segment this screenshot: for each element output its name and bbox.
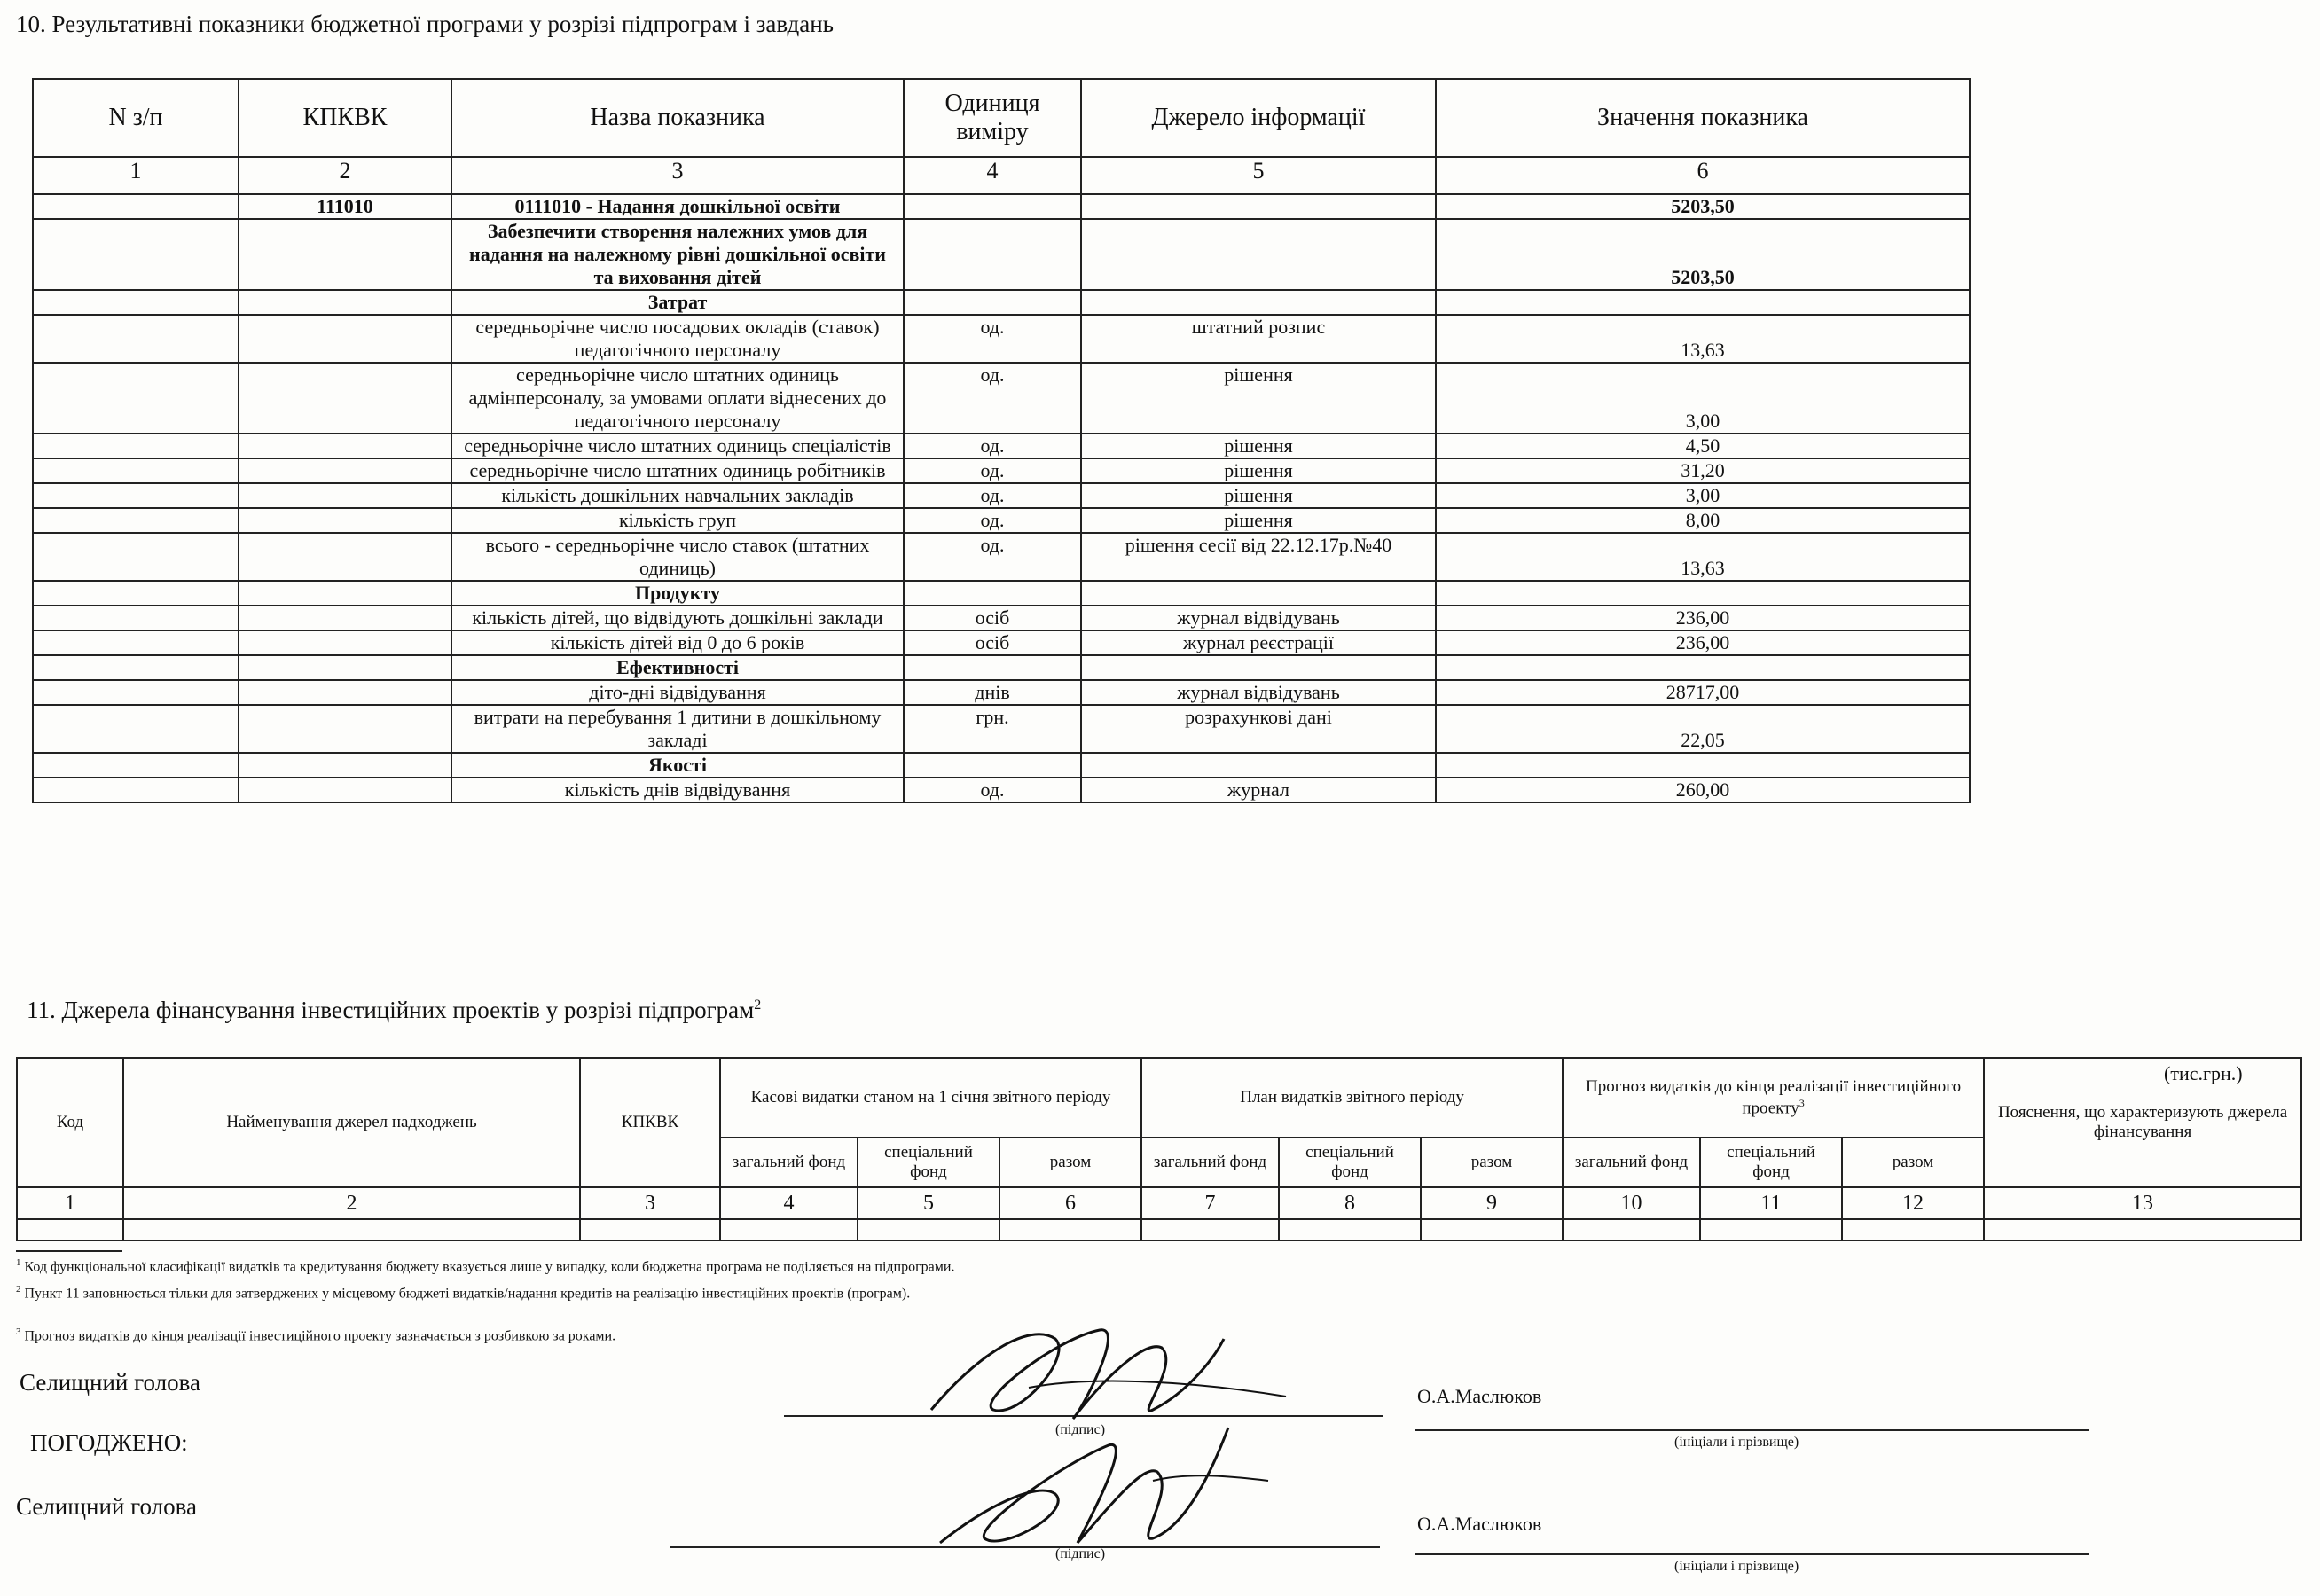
performance-indicators-table bbox=[32, 78, 1971, 803]
col-num: 1 bbox=[33, 157, 239, 194]
indicator-source-cell: журнал bbox=[1081, 778, 1436, 802]
header-indicator-name: Назва показника bbox=[451, 79, 904, 157]
h-general-fund: загальний фонд bbox=[1141, 1138, 1279, 1187]
indicator-value-cell bbox=[1436, 581, 1970, 606]
col-num: 2 bbox=[239, 157, 451, 194]
indicator-source-cell: рішення bbox=[1081, 434, 1436, 458]
indicator-source-cell: журнал відвідувань bbox=[1081, 680, 1436, 705]
col-num: 7 bbox=[1141, 1187, 1279, 1219]
indicator-value-cell: 5203,50 bbox=[1436, 194, 1970, 219]
row-number-cell bbox=[33, 194, 239, 219]
footnote-text: Код функціональної класифікації видатків та кредитування бюджету вказується лише у випадку, коли бюджетна програма не поділяється на підпрограми. bbox=[24, 1259, 955, 1275]
name-caption-2: (ініціали і прізвище) bbox=[1674, 1559, 1799, 1574]
indicator-row bbox=[33, 606, 1970, 630]
indicator-source-cell bbox=[1081, 581, 1436, 606]
indicator-row bbox=[33, 458, 1970, 483]
h-source-name: Найменування джерел надходжень bbox=[123, 1058, 580, 1187]
row-number-cell bbox=[33, 434, 239, 458]
footnote-rule bbox=[16, 1250, 122, 1252]
signature-caption-2: (підпис) bbox=[1055, 1546, 1106, 1561]
indicator-unit-cell: од. bbox=[904, 315, 1081, 363]
indicator-row bbox=[33, 290, 1970, 315]
col-num: 1 bbox=[17, 1187, 123, 1219]
footnote-2 bbox=[16, 1284, 910, 1302]
header-value: Значення показника bbox=[1436, 79, 1970, 157]
row-number-cell bbox=[33, 705, 239, 753]
indicator-row bbox=[33, 508, 1970, 533]
col-num: 9 bbox=[1421, 1187, 1563, 1219]
indicator-kpkvk-cell bbox=[239, 655, 451, 680]
col-num: 6 bbox=[999, 1187, 1141, 1219]
indicator-source-cell: штатний розпис bbox=[1081, 315, 1436, 363]
indicator-unit-cell: од. bbox=[904, 434, 1081, 458]
row-number-cell bbox=[33, 458, 239, 483]
head-name-1: О.А.Маслюков bbox=[1417, 1385, 1542, 1407]
row-number-cell bbox=[33, 753, 239, 778]
indicator-value-cell: 8,00 bbox=[1436, 508, 1970, 533]
indicator-source-cell: рішення bbox=[1081, 458, 1436, 483]
col-num: 8 bbox=[1279, 1187, 1421, 1219]
name-line-1 bbox=[1415, 1429, 2089, 1431]
indicator-kpkvk-cell bbox=[239, 533, 451, 581]
row-number-cell bbox=[33, 606, 239, 630]
col-num: 6 bbox=[1436, 157, 1970, 194]
indicator-unit-cell: днів bbox=[904, 680, 1081, 705]
indicator-value-cell bbox=[1436, 655, 1970, 680]
indicator-name-cell: Забезпечити створення належних умов для надання на належному рівні дошкільної освіти та виховання дітей bbox=[451, 219, 904, 290]
row-number-cell bbox=[33, 778, 239, 802]
header-source: Джерело інформації bbox=[1081, 79, 1436, 157]
indicator-name-cell: всього - середньорічне число ставок (штатних одиниць) bbox=[451, 533, 904, 581]
section11-title bbox=[27, 997, 761, 1024]
indicator-kpkvk-cell bbox=[239, 680, 451, 705]
col-num: 10 bbox=[1563, 1187, 1700, 1219]
column-numbers-row bbox=[33, 157, 1970, 194]
indicator-value-cell bbox=[1436, 290, 1970, 315]
indicator-name-cell: середньорічне число штатних одиниць робітників bbox=[451, 458, 904, 483]
footnote-sup: 2 bbox=[16, 1284, 21, 1295]
indicator-name-cell: середньорічне число штатних одиниць адмінперсоналу, за умовами оплати віднесених до педагогічного персоналу bbox=[451, 363, 904, 434]
indicator-name-cell: 0111010 - Надання дошкільної освіти bbox=[451, 194, 904, 219]
indicator-unit-cell bbox=[904, 194, 1081, 219]
h-plan-expenses: План видатків звітного періоду bbox=[1141, 1058, 1563, 1138]
indicator-value-cell bbox=[1436, 753, 1970, 778]
indicator-unit-cell: од. bbox=[904, 458, 1081, 483]
indicator-name-cell: кількість днів відвідування bbox=[451, 778, 904, 802]
indicator-kpkvk-cell: 111010 bbox=[239, 194, 451, 219]
indicator-unit-cell: осіб bbox=[904, 630, 1081, 655]
head-name-2: О.А.Маслюков bbox=[1417, 1513, 1542, 1535]
indicator-row bbox=[33, 753, 1970, 778]
h-forecast-sup: 3 bbox=[1799, 1096, 1805, 1109]
indicator-unit-cell bbox=[904, 655, 1081, 680]
h-total: разом bbox=[1842, 1138, 1984, 1187]
indicator-row bbox=[33, 194, 1970, 219]
indicator-name-cell: кількість дітей від 0 до 6 років bbox=[451, 630, 904, 655]
indicator-value-cell: 31,20 bbox=[1436, 458, 1970, 483]
h-special-fund: спеціальний фонд bbox=[1279, 1138, 1421, 1187]
indicator-name-cell: Продукту bbox=[451, 581, 904, 606]
footnote-3 bbox=[16, 1326, 615, 1344]
section10-title: 10. Результативні показники бюджетної програми у розрізі підпрограм і завдань bbox=[16, 11, 834, 37]
indicator-row bbox=[33, 483, 1970, 508]
col-num: 3 bbox=[580, 1187, 720, 1219]
footnote-text: Прогноз видатків до кінця реалізації інвестиційного проекту зазначається з розбивкою за роками. bbox=[24, 1328, 616, 1344]
col-num: 13 bbox=[1984, 1187, 2301, 1219]
indicator-value-cell: 22,05 bbox=[1436, 705, 1970, 753]
row-number-cell bbox=[33, 581, 239, 606]
row-number-cell bbox=[33, 315, 239, 363]
col-num: 3 bbox=[451, 157, 904, 194]
indicator-kpkvk-cell bbox=[239, 508, 451, 533]
indicator-value-cell: 3,00 bbox=[1436, 363, 1970, 434]
indicator-unit-cell: осіб bbox=[904, 606, 1081, 630]
h-special-fund: спеціальний фонд bbox=[1700, 1138, 1842, 1187]
footnote-sup: 1 bbox=[16, 1257, 21, 1268]
indicator-source-cell: журнал відвідувань bbox=[1081, 606, 1436, 630]
indicator-source-cell bbox=[1081, 655, 1436, 680]
row-number-cell bbox=[33, 655, 239, 680]
indicator-row bbox=[33, 778, 1970, 802]
indicator-source-cell bbox=[1081, 219, 1436, 290]
indicator-kpkvk-cell bbox=[239, 705, 451, 753]
signature-caption-1: (підпис) bbox=[1055, 1422, 1106, 1437]
row-number-cell bbox=[33, 483, 239, 508]
indicator-row bbox=[33, 581, 1970, 606]
row-number-cell bbox=[33, 508, 239, 533]
indicator-source-cell: рішення bbox=[1081, 483, 1436, 508]
indicator-kpkvk-cell bbox=[239, 219, 451, 290]
col-num: 12 bbox=[1842, 1187, 1984, 1219]
indicator-row bbox=[33, 363, 1970, 434]
indicator-source-cell: журнал реєстрації bbox=[1081, 630, 1436, 655]
indicator-value-cell: 28717,00 bbox=[1436, 680, 1970, 705]
indicator-value-cell: 13,63 bbox=[1436, 315, 1970, 363]
row-number-cell bbox=[33, 290, 239, 315]
h-general-fund: загальний фонд bbox=[1563, 1138, 1700, 1187]
indicator-kpkvk-cell bbox=[239, 606, 451, 630]
name-caption-1: (ініціали і прізвище) bbox=[1674, 1435, 1799, 1450]
col-num: 4 bbox=[904, 157, 1081, 194]
indicator-unit-cell: од. bbox=[904, 508, 1081, 533]
section11-title-text: 11. Джерела фінансування інвестиційних проектів у розрізі підпрограм bbox=[27, 997, 755, 1023]
h-code: Код bbox=[17, 1058, 123, 1187]
indicator-unit-cell: од. bbox=[904, 533, 1081, 581]
indicator-unit-cell bbox=[904, 753, 1081, 778]
footnote-text: Пункт 11 заповнюється тільки для затверджених у місцевому бюджеті видатків/надання кредитів на реалізацію інвестиційних проектів (програм). bbox=[24, 1286, 911, 1302]
indicator-unit-cell: грн. bbox=[904, 705, 1081, 753]
indicator-source-cell: рішення bbox=[1081, 363, 1436, 434]
investment-financing-table bbox=[16, 1057, 2302, 1241]
indicator-row bbox=[33, 630, 1970, 655]
indicator-kpkvk-cell bbox=[239, 630, 451, 655]
indicator-unit-cell: од. bbox=[904, 778, 1081, 802]
h-special-fund: спеціальний фонд bbox=[858, 1138, 999, 1187]
indicator-source-cell: рішення bbox=[1081, 508, 1436, 533]
indicator-source-cell bbox=[1081, 194, 1436, 219]
indicator-source-cell bbox=[1081, 290, 1436, 315]
indicator-source-cell bbox=[1081, 753, 1436, 778]
row-number-cell bbox=[33, 219, 239, 290]
indicator-name-cell: кількість груп bbox=[451, 508, 904, 533]
h-total: разом bbox=[999, 1138, 1141, 1187]
row-number-cell bbox=[33, 680, 239, 705]
row-number-cell bbox=[33, 630, 239, 655]
indicator-unit-cell bbox=[904, 581, 1081, 606]
indicator-row bbox=[33, 705, 1970, 753]
indicator-name-cell: Якості bbox=[451, 753, 904, 778]
h-forecast bbox=[1563, 1058, 1984, 1138]
units-label: (тис.грн.) bbox=[2164, 1062, 2243, 1084]
indicator-value-cell: 236,00 bbox=[1436, 630, 1970, 655]
t11-empty-row bbox=[17, 1219, 2301, 1240]
h-forecast-text: Прогноз видатків до кінця реалізації інвестиційного проекту bbox=[1585, 1076, 1962, 1118]
indicator-unit-cell: од. bbox=[904, 363, 1081, 434]
header-unit: Одиниця виміру bbox=[904, 79, 1081, 157]
h-general-fund: загальний фонд bbox=[720, 1138, 858, 1187]
name-line-2 bbox=[1415, 1553, 2089, 1555]
col-num: 5 bbox=[858, 1187, 999, 1219]
indicator-unit-cell bbox=[904, 219, 1081, 290]
indicator-value-cell: 236,00 bbox=[1436, 606, 1970, 630]
indicator-name-cell: витрати на перебування 1 дитини в дошкільному закладі bbox=[451, 705, 904, 753]
indicator-kpkvk-cell bbox=[239, 290, 451, 315]
indicator-kpkvk-cell bbox=[239, 483, 451, 508]
footnote-1 bbox=[16, 1257, 954, 1275]
indicator-name-cell: середньорічне число посадових окладів (ставок) педагогічного персоналу bbox=[451, 315, 904, 363]
indicator-kpkvk-cell bbox=[239, 753, 451, 778]
indicator-source-cell: рішення сесії від 22.12.17р.№40 bbox=[1081, 533, 1436, 581]
indicator-name-cell: Ефективності bbox=[451, 655, 904, 680]
indicator-value-cell: 13,63 bbox=[1436, 533, 1970, 581]
header-number: N з/п bbox=[33, 79, 239, 157]
h-explanation: Пояснення, що характеризують джерела фінансування bbox=[1984, 1058, 2301, 1187]
agreed-label: ПОГОДЖЕНО: bbox=[30, 1429, 188, 1456]
section11-title-sup: 2 bbox=[754, 998, 762, 1013]
indicator-row bbox=[33, 219, 1970, 290]
indicator-value-cell: 3,00 bbox=[1436, 483, 1970, 508]
indicator-kpkvk-cell bbox=[239, 581, 451, 606]
indicator-value-cell: 5203,50 bbox=[1436, 219, 1970, 290]
indicator-row bbox=[33, 533, 1970, 581]
indicator-value-cell: 4,50 bbox=[1436, 434, 1970, 458]
indicator-row bbox=[33, 434, 1970, 458]
head-label: Селищний голова bbox=[20, 1369, 201, 1396]
indicator-unit-cell: од. bbox=[904, 483, 1081, 508]
indicator-name-cell: Затрат bbox=[451, 290, 904, 315]
indicator-value-cell: 260,00 bbox=[1436, 778, 1970, 802]
indicator-row bbox=[33, 655, 1970, 680]
header-kpkvk: КПКВК bbox=[239, 79, 451, 157]
indicator-name-cell: середньорічне число штатних одиниць спеціалістів bbox=[451, 434, 904, 458]
indicator-source-cell: розрахункові дані bbox=[1081, 705, 1436, 753]
row-number-cell bbox=[33, 533, 239, 581]
h-cash-expenses: Касові видатки станом на 1 січня звітного періоду bbox=[720, 1058, 1141, 1138]
indicator-kpkvk-cell bbox=[239, 458, 451, 483]
head-label-2: Селищний голова bbox=[16, 1493, 198, 1520]
indicator-kpkvk-cell bbox=[239, 778, 451, 802]
h-total: разом bbox=[1421, 1138, 1563, 1187]
indicator-name-cell: діто-дні відвідування bbox=[451, 680, 904, 705]
indicator-row bbox=[33, 315, 1970, 363]
indicator-kpkvk-cell bbox=[239, 434, 451, 458]
h-kpkvk: КПКВК bbox=[580, 1058, 720, 1187]
footnote-sup: 3 bbox=[16, 1326, 21, 1337]
indicator-unit-cell bbox=[904, 290, 1081, 315]
indicator-name-cell: кількість дітей, що відвідують дошкільні заклади bbox=[451, 606, 904, 630]
col-num: 4 bbox=[720, 1187, 858, 1219]
t11-col-numbers-row bbox=[17, 1187, 2301, 1219]
indicator-row bbox=[33, 680, 1970, 705]
handwritten-signature-2 bbox=[922, 1410, 1277, 1561]
row-number-cell bbox=[33, 363, 239, 434]
col-num: 2 bbox=[123, 1187, 580, 1219]
indicator-kpkvk-cell bbox=[239, 363, 451, 434]
indicator-kpkvk-cell bbox=[239, 315, 451, 363]
col-num: 11 bbox=[1700, 1187, 1842, 1219]
indicator-name-cell: кількість дошкільних навчальних закладів bbox=[451, 483, 904, 508]
col-num: 5 bbox=[1081, 157, 1436, 194]
